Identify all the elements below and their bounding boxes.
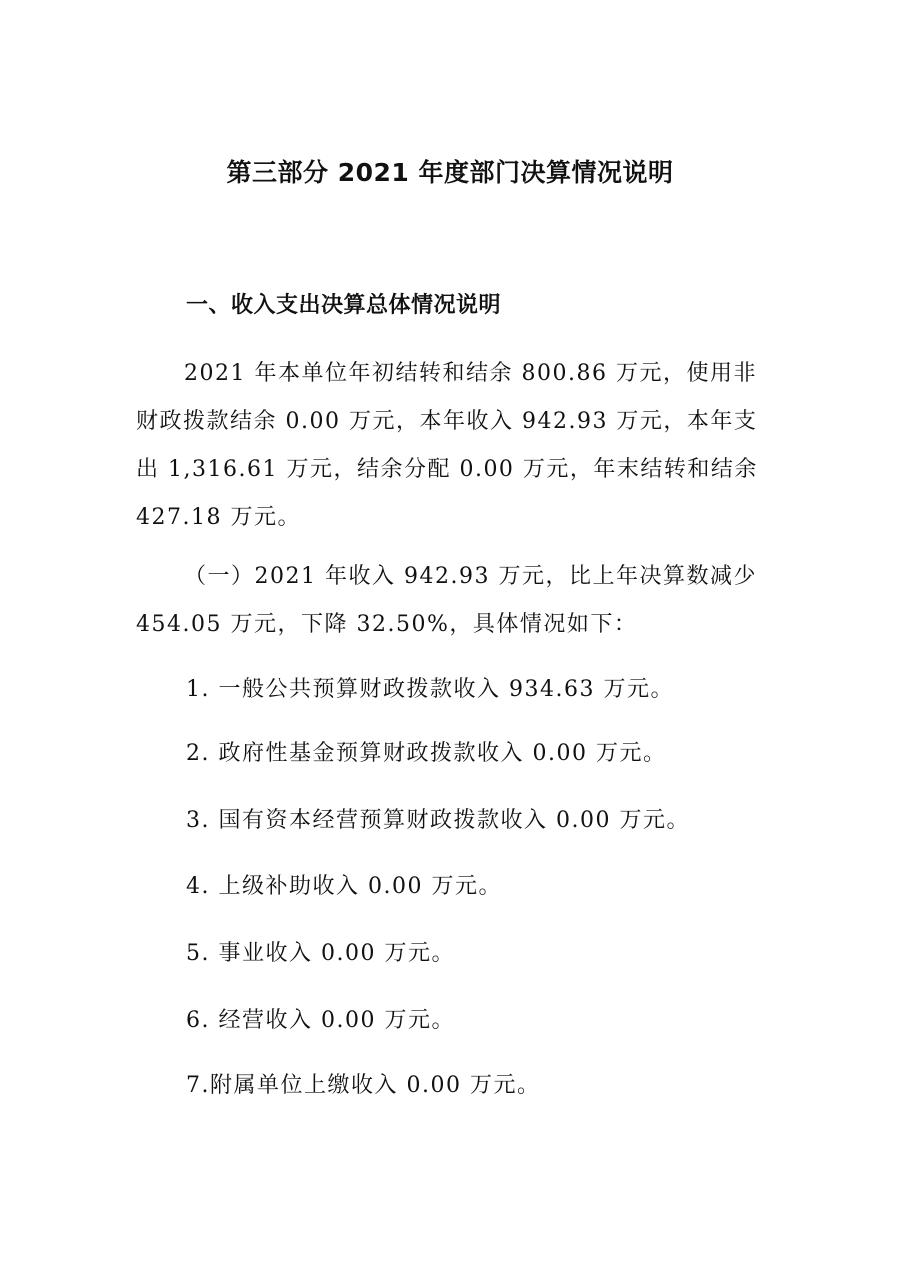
income-item: 7.附属单位上缴收入 0.00 万元。 xyxy=(186,1073,541,1098)
summary-paragraph: 2021 年本单位年初结转和结余 800.86 万元，使用非财政拨款结余 0.00 万元，本年收入 942.93 万元，本年支出 1,316.61 万元，结余分配 0.00 万元，年末结转和结余 427.18 万元。 xyxy=(136,361,758,530)
income-item: 2. 政府性基金预算财政拨款收入 0.00 万元。 xyxy=(186,741,667,766)
income-item: 4. 上级补助收入 0.00 万元。 xyxy=(186,874,502,899)
income-item: 1. 一般公共预算财政拨款收入 934.63 万元。 xyxy=(186,677,674,702)
income-paragraph: （一）2021 年收入 942.93 万元，比上年决算数减少 454.05 万元，下降 32.50%，具体情况如下： xyxy=(136,564,757,637)
income-item: 6. 经营收入 0.00 万元。 xyxy=(186,1008,455,1033)
income-item: 5. 事业收入 0.00 万元。 xyxy=(186,941,455,966)
page-title: 第三部分 2021 年度部门决算情况说明 xyxy=(226,158,674,187)
section-heading: 一、收入支出决算总体情况说明 xyxy=(186,293,502,318)
income-item: 3. 国有资本经营预算财政拨款收入 0.00 万元。 xyxy=(186,808,690,833)
